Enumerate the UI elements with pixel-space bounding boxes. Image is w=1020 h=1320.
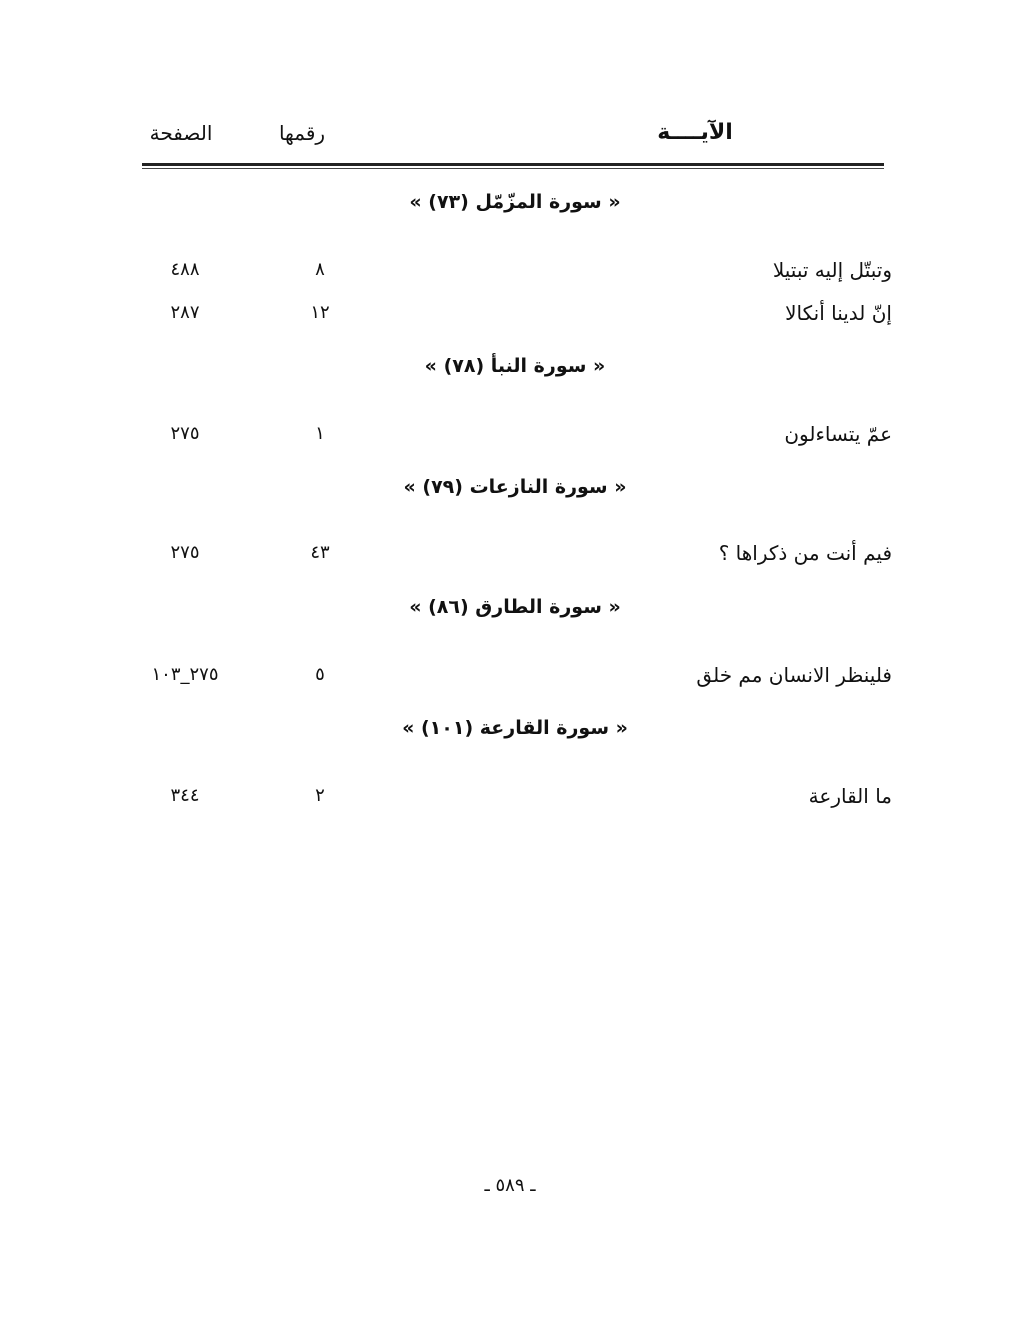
page-reference: ٢٧٥ bbox=[170, 542, 200, 563]
table-row bbox=[0, 537, 1020, 569]
surah-heading-naba: « سورة النبأ (٧٨) » bbox=[424, 355, 606, 377]
column-header-number: رقمها bbox=[278, 121, 326, 145]
table-row bbox=[0, 780, 1020, 812]
verse-text: عمّ يتساءلون bbox=[784, 422, 892, 446]
page-reference: ٢٧٥_١٠٣ bbox=[151, 664, 219, 685]
surah-heading-tariq: « سورة الطارق (٨٦) » bbox=[409, 596, 621, 618]
table-row bbox=[0, 254, 1020, 286]
column-header-verse: الآيــــة bbox=[657, 120, 733, 145]
verse-text: فلينظر الانسان مم خلق bbox=[696, 663, 892, 687]
header-divider-thick bbox=[142, 163, 884, 166]
verse-text: فيم أنت من ذكراها ؟ bbox=[718, 541, 892, 565]
verse-number: ٤٣ bbox=[310, 542, 330, 563]
page-reference: ٢٧٥ bbox=[170, 423, 200, 444]
surah-heading-qariah: « سورة القارعة (١٠١) » bbox=[402, 717, 628, 739]
table-row bbox=[0, 418, 1020, 450]
table-row bbox=[0, 659, 1020, 691]
surah-heading-naziat: « سورة النازعات (٧٩) » bbox=[403, 476, 627, 498]
verse-number: ٥ bbox=[315, 664, 325, 685]
header-divider-thin bbox=[142, 168, 884, 169]
verse-number: ١ bbox=[315, 423, 325, 444]
table-row bbox=[0, 297, 1020, 329]
verse-text: ما القارعة bbox=[808, 784, 892, 808]
surah-heading-muzzammil: « سورة المزّمّل (٧٣) » bbox=[409, 191, 621, 213]
page-number-footer: ـ ٥٨٩ ـ bbox=[484, 1175, 536, 1196]
verse-text: وتبتّل إليه تبتيلا bbox=[772, 258, 892, 282]
column-header-page: الصفحة bbox=[149, 121, 213, 145]
verse-text: إنّ لدينا أنكالا bbox=[785, 301, 892, 325]
verse-number: ٨ bbox=[315, 259, 325, 280]
page-reference: ٣٤٤ bbox=[170, 785, 200, 806]
verse-number: ١٢ bbox=[310, 302, 330, 323]
page-reference: ٤٨٨ bbox=[170, 259, 200, 280]
page-reference: ٢٨٧ bbox=[170, 302, 200, 323]
verse-number: ٢ bbox=[315, 785, 325, 806]
